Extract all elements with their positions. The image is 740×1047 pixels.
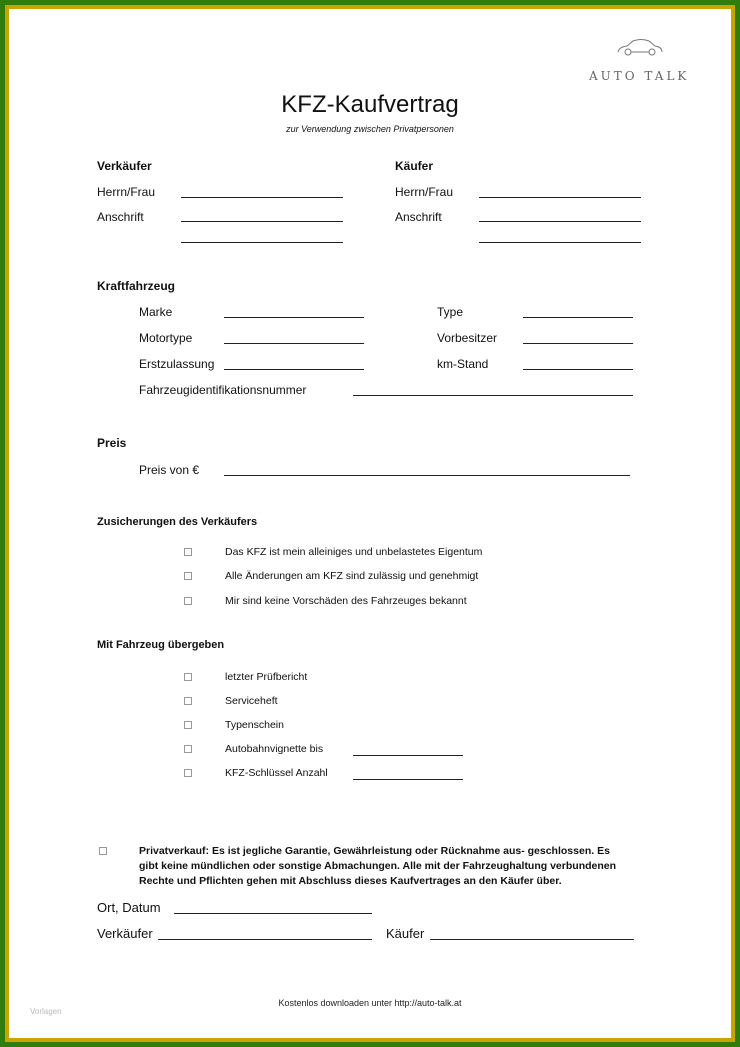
- brand-label: Marke: [139, 305, 173, 319]
- previous-owner-field[interactable]: [523, 343, 633, 344]
- buyer-address-field-2[interactable]: [479, 242, 641, 243]
- seller-address-field-2[interactable]: [181, 242, 343, 243]
- first-registration-label: Erstzulassung: [139, 357, 215, 371]
- car-icon: [615, 37, 665, 59]
- document-page: [9, 9, 731, 1038]
- vehicle-heading: Kraftfahrzeug: [97, 279, 176, 293]
- seller-name-field[interactable]: [181, 197, 343, 198]
- handover-heading: Mit Fahrzeug übergeben: [97, 639, 225, 651]
- handover-item: letzter Prüfbericht: [225, 671, 308, 683]
- private-sale-line: Rechte und Pflichten gehen mit Abschluss dieses Kaufvertrages an den Käufer über.: [139, 875, 562, 887]
- private-sale-checkbox[interactable]: [99, 847, 107, 855]
- engine-field[interactable]: [224, 343, 364, 344]
- page-border-inner: [5, 5, 735, 1042]
- buyer-signature-label: Käufer: [386, 926, 425, 941]
- buyer-address-field[interactable]: [479, 221, 641, 222]
- corner-watermark: Vorlagen: [30, 1007, 62, 1016]
- key-count-field[interactable]: [353, 779, 463, 780]
- seller-address-label: Anschrift: [97, 210, 144, 224]
- brand-field[interactable]: [224, 317, 364, 318]
- buyer-signature-field[interactable]: [430, 939, 634, 940]
- handover-item: KFZ-Schlüssel Anzahl: [225, 767, 328, 779]
- handover-item: Typenschein: [225, 719, 284, 731]
- assurance-checkbox[interactable]: [184, 572, 192, 580]
- seller-signature-field[interactable]: [158, 939, 372, 940]
- place-date-label: Ort, Datum: [97, 900, 161, 915]
- vignette-date-field[interactable]: [353, 755, 463, 756]
- place-date-field[interactable]: [174, 913, 372, 914]
- handover-checkbox[interactable]: [184, 769, 192, 777]
- footer-link[interactable]: Kostenlos downloaden unter http://auto-talk.at: [278, 998, 462, 1008]
- handover-checkbox[interactable]: [184, 721, 192, 729]
- buyer-address-label: Anschrift: [395, 210, 442, 224]
- assurances-heading: Zusicherungen des Verkäufers: [97, 516, 258, 528]
- assurance-checkbox[interactable]: [184, 548, 192, 556]
- mileage-field[interactable]: [523, 369, 633, 370]
- page-subtitle: zur Verwendung zwischen Privatpersonen: [286, 124, 454, 134]
- previous-owner-label: Vorbesitzer: [437, 331, 498, 345]
- private-sale-line: Privatverkauf: Es ist jegliche Garantie, Gewährleistung oder Rücknahme aus- geschlossen. Es: [139, 845, 610, 857]
- handover-checkbox[interactable]: [184, 673, 192, 681]
- logo-text: AUTO TALK: [589, 69, 690, 83]
- private-sale-text: [139, 844, 639, 889]
- seller-address-field[interactable]: [181, 221, 343, 222]
- assurance-item: Mir sind keine Vorschäden des Fahrzeuges bekannt: [225, 595, 467, 607]
- vin-field[interactable]: [353, 395, 633, 396]
- price-field[interactable]: [224, 475, 630, 476]
- private-sale-line: gibt keine mündlichen oder sonstige Abmachungen. Alle mit der Fahrzeughaltung verbundenen: [139, 860, 617, 872]
- seller-name-label: Herrn/Frau: [97, 185, 156, 199]
- buyer-name-field[interactable]: [479, 197, 641, 198]
- first-registration-field[interactable]: [224, 369, 364, 370]
- assurance-item: Das KFZ ist mein alleiniges und unbelastetes Eigentum: [225, 546, 483, 558]
- vin-label: Fahrzeugidentifikationsnummer: [139, 383, 307, 397]
- handover-item: Serviceheft: [225, 695, 278, 707]
- buyer-name-label: Herrn/Frau: [395, 185, 454, 199]
- page-title: KFZ-Kaufvertrag: [281, 91, 459, 118]
- seller-signature-label: Verkäufer: [97, 926, 153, 941]
- engine-label: Motortype: [139, 331, 193, 345]
- buyer-heading: Käufer: [395, 159, 434, 173]
- handover-checkbox[interactable]: [184, 745, 192, 753]
- assurance-checkbox[interactable]: [184, 597, 192, 605]
- type-field[interactable]: [523, 317, 633, 318]
- assurance-item: Alle Änderungen am KFZ sind zulässig und genehmigt: [225, 570, 479, 582]
- price-heading: Preis: [97, 436, 127, 450]
- handover-checkbox[interactable]: [184, 697, 192, 705]
- handover-item: Autobahnvignette bis: [225, 743, 324, 755]
- seller-heading: Verkäufer: [97, 159, 152, 173]
- mileage-label: km-Stand: [437, 357, 489, 371]
- type-label: Type: [437, 305, 464, 319]
- price-label: Preis von €: [139, 463, 200, 477]
